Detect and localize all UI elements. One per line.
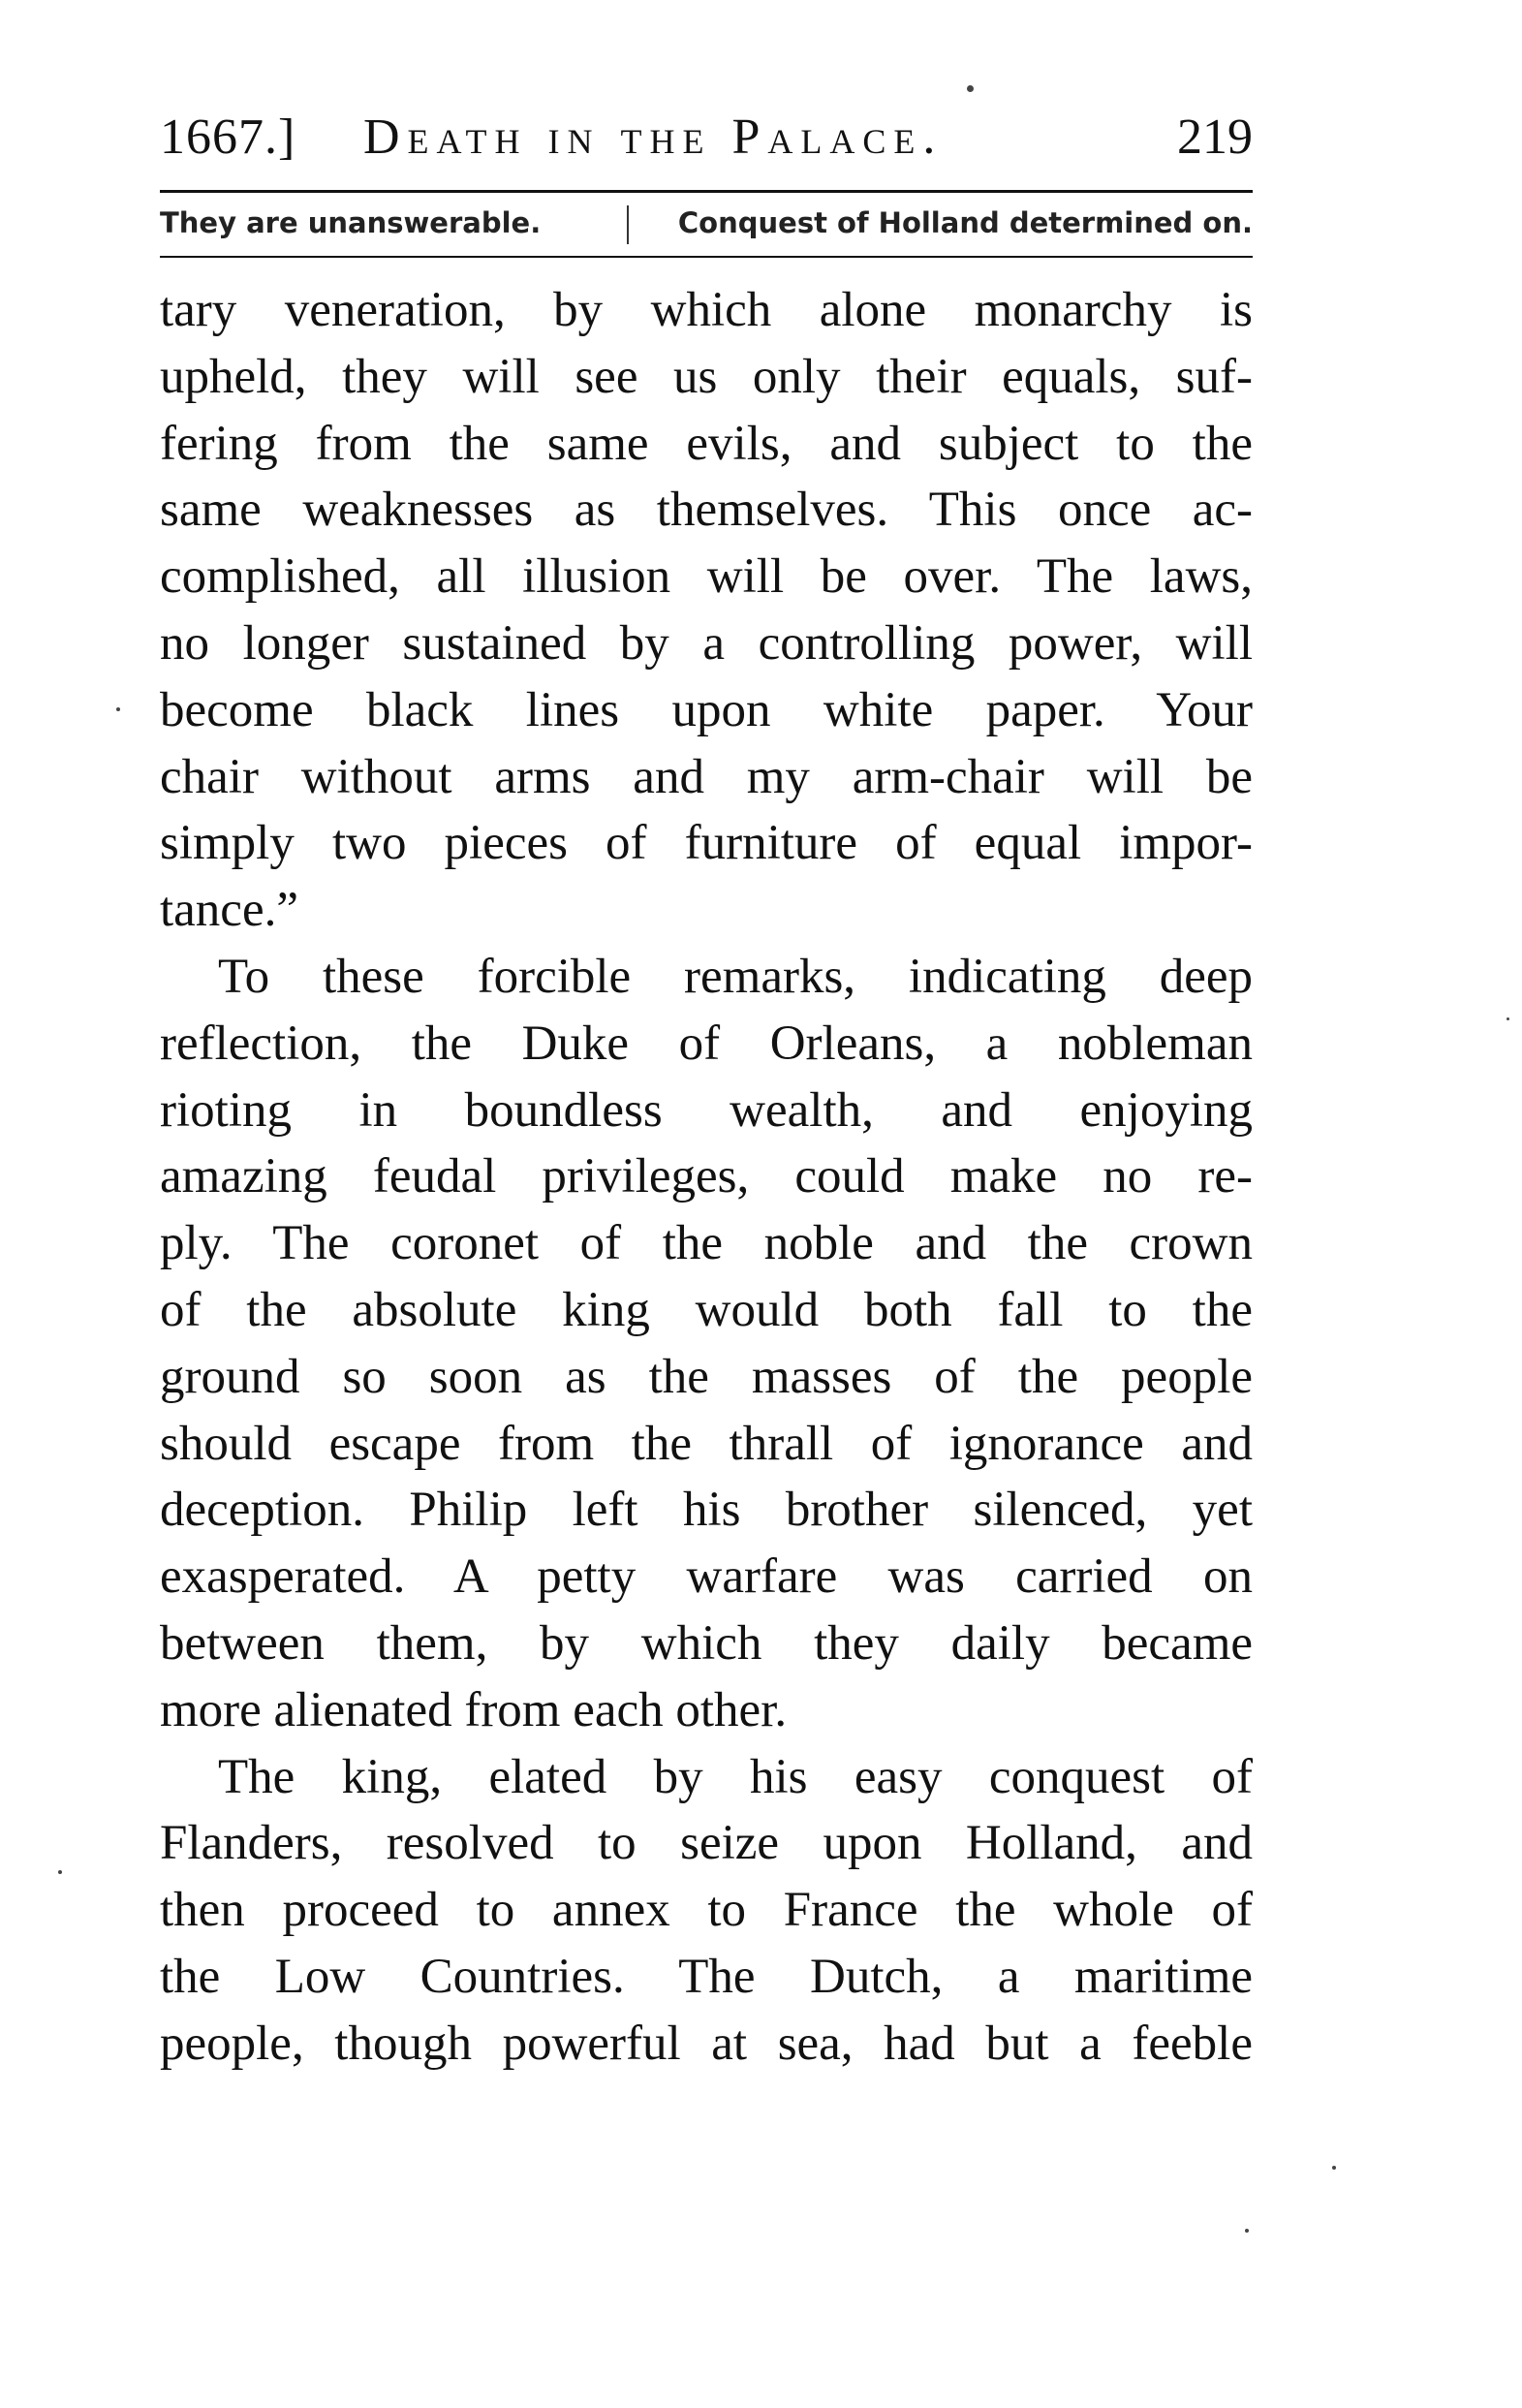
text-line: reflection, the Duke of Orleans, a nobleman: [160, 1016, 1253, 1071]
text-line: more alienated from each other.: [160, 1682, 788, 1737]
text-line: upheld, they will see us only their equals, suf-: [160, 349, 1253, 404]
text-line: rioting in boundless wealth, and enjoying: [160, 1082, 1253, 1138]
paragraph-start-line: To these forcible remarks, indicating deep: [218, 949, 1253, 1004]
sidenote-rule: [160, 256, 1253, 258]
text-line: become black lines upon white paper. Your: [160, 682, 1253, 737]
text-line: complished, all illusion will be over. The laws,: [160, 549, 1253, 605]
text-line: ground so soon as the masses of the people: [160, 1349, 1253, 1404]
page-number: 219: [1177, 109, 1253, 165]
body-text: [160, 277, 1253, 2078]
text-line: ply. The coronet of the noble and the crown: [160, 1216, 1253, 1271]
text-line: tance.”: [160, 883, 298, 938]
text-line: people, though powerful at sea, had but a feeble: [160, 2016, 1253, 2071]
scan-speck: [58, 1870, 62, 1874]
text-line: amazing feudal privileges, could make no re-: [160, 1149, 1253, 1204]
text-line: of the absolute king would both fall to the: [160, 1282, 1253, 1337]
scan-speck: [1506, 1017, 1509, 1020]
sidenote-right: Conquest of Holland determined on.: [677, 206, 1253, 239]
scan-speck: [1332, 2166, 1336, 2170]
text-line: exasperated. A petty warfare was carried on: [160, 1549, 1253, 1605]
sidenote-divider: [627, 205, 629, 244]
text-line: simply two pieces of furniture of equal impor-: [160, 816, 1253, 871]
scan-speck: [116, 707, 120, 711]
text-line: chair without arms and my arm-chair will be: [160, 749, 1253, 804]
text-line: between them, by which they daily became: [160, 1615, 1253, 1671]
text-line: then proceed to annex to France the whole of: [160, 1883, 1253, 1938]
text-line: fering from the same evils, and subject to the: [160, 416, 1253, 471]
sidenote-left: They are unanswerable.: [160, 206, 542, 239]
scan-speck: [967, 85, 974, 92]
header-title: Death in the Palace.: [363, 109, 944, 165]
header-rule: [160, 190, 1253, 193]
header-year: 1667.]: [160, 109, 296, 165]
text-line: Flanders, resolved to seize upon Holland, and: [160, 1816, 1253, 1871]
text-line: the Low Countries. The Dutch, a maritime: [160, 1949, 1253, 2004]
marginal-notes: [160, 202, 1253, 250]
paragraph-start-line: The king, elated by his easy conquest of: [218, 1749, 1253, 1804]
text-line: tary veneration, by which alone monarchy is: [160, 283, 1253, 337]
text-line: same weaknesses as themselves. This once ac-: [160, 483, 1253, 538]
text-line: deception. Philip left his brother silenced, yet: [160, 1483, 1253, 1538]
text-line: should escape from the thrall of ignorance and: [160, 1416, 1253, 1471]
running-header: [160, 109, 1253, 176]
text-line: no longer sustained by a controlling power, will: [160, 615, 1253, 671]
scan-speck: [1245, 2229, 1249, 2233]
